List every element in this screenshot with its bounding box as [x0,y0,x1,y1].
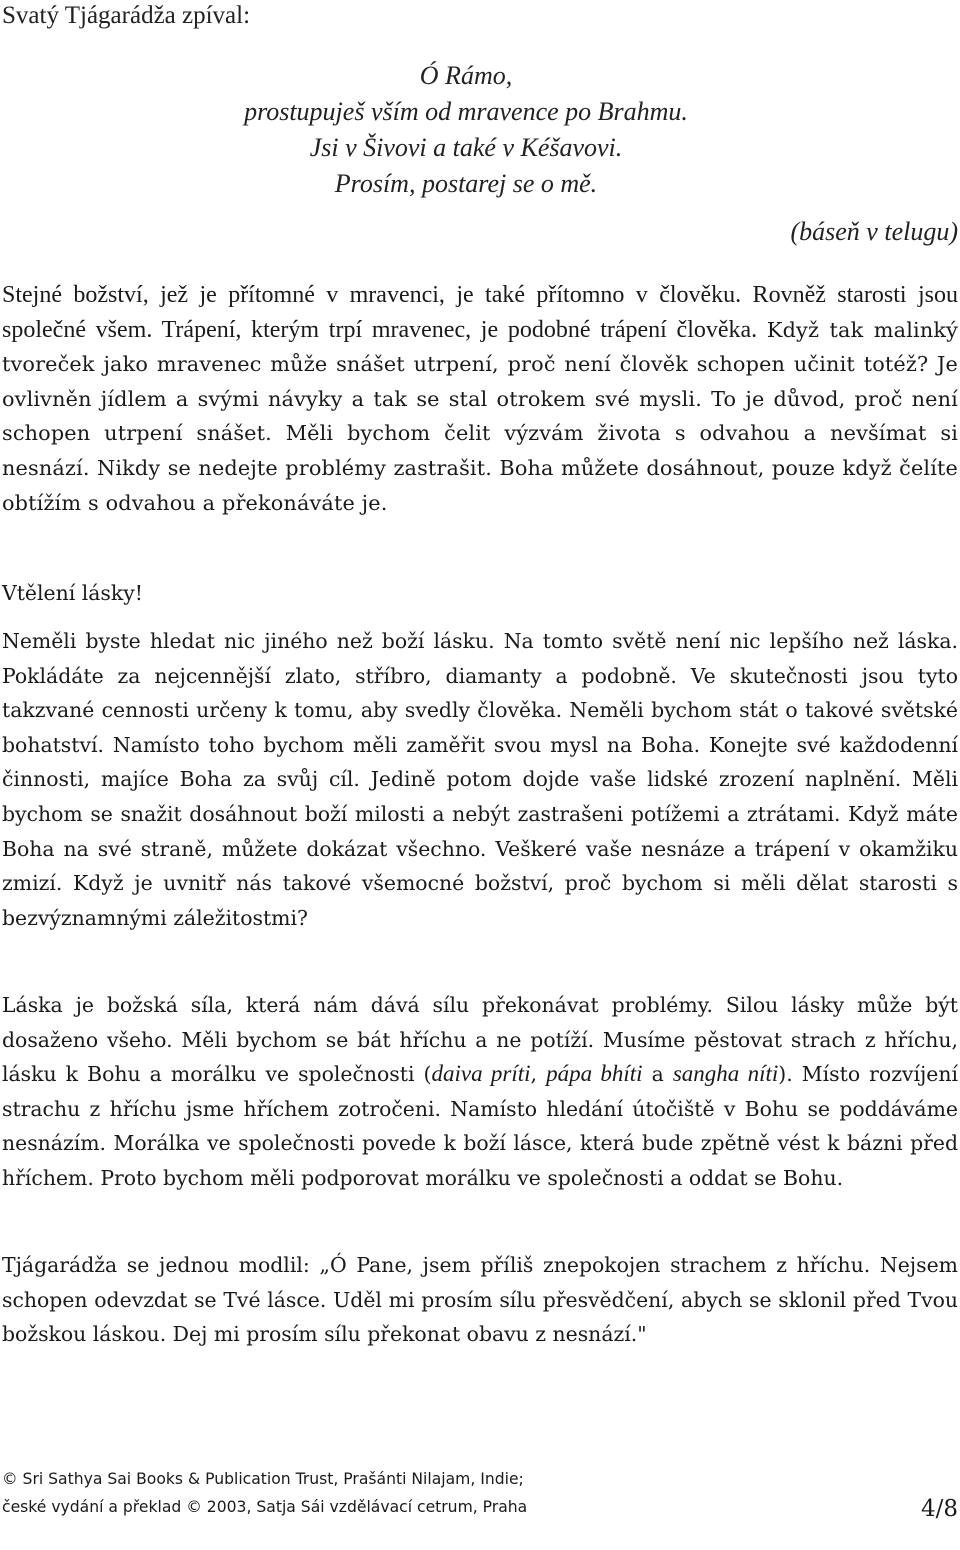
poem-line-4: Prosím, postarej se o mě. [334,169,598,198]
term-papa-bhiti: pápa bhíti [546,1061,643,1087]
page-number: 4/8 [920,1496,958,1522]
footer-copyright [2,1465,527,1521]
paragraph-5: Tjágarádža se jednou modlil: „Ó Pane, jsem příliš znepokojen strachem z hříchu. Nejsem schopen odevzdat se Tvé lásce. Uděl mi prosím sílu přesvědčení, abych se sklonil před Tvou božskou láskou. Dej mi prosím sílu překonat obavu z nesnází." [2,1253,958,1347]
paragraph-4-part-a: Láska je božská síla, která nám dává sílu překonávat problémy. Silou lásky může být dosaženo všeho. Měli bychom se bát hříchu a ne potíží. Musíme pěstovat strach z hříchu, lásku k Bohu a morálku ve společnosti ( [2,993,958,1087]
paragraph-4 [2,988,958,1196]
paragraph-3: Neměli byste hledat nic jiného než boží lásku. Na tomto světě není nic lepšího než láska. Pokládáte za nejcennější zlato, stříbro, diamanty a podobně. Ve skutečnosti jsou tyto takzvané cennosti určeny k tomu, aby svedly člověka. Neměli bychom stát o takové světské bohatství. Namísto toho bychom měli zaměřit svou mysl na Boha. Konejte své každodenní činnosti, majíce Boha za svůj cíl. Jedině potom dojde vaše lidské zrození naplnění. Měli bychom se snažit dosáhnout boží milosti a nebýt zastrašeni potížemi a ztrátami. Když máte Boha na své straně, můžete dokázat všechno. Veškeré vaše nesnáze a trápení v okamžiku zmizí. Když je uvnitř nás takové všemocné božství, proč bychom si měli dělat starosti s bezvýznamnými záležitostmi? [2,629,958,930]
poem-source: (báseň v telugu) [790,217,958,246]
poem-line-3: Jsi v Šivovi a také v Kéšavovi. [309,133,623,162]
term-sangha-niti: sangha níti [672,1061,779,1087]
term-separator-2: a [642,1062,673,1087]
footer-line-2: české vydání a překlad © 2003, Satja Sái vzdělávací cetrum, Praha [2,1498,528,1516]
paragraph-1-part-a: Stejné božství, jež je přítomné v mravenci, je také přítomno v člověku. Rovněž starosti jsou společné všem. Trápení, kterým trpí mravenec, je podobné trápení člověka. [2,282,958,343]
poem [200,58,732,202]
poem-line-1: Ó Rámo, [419,61,513,90]
footer-line-1: © Sri Sathya Sai Books & Publication Trust, Prašánti Nilajam, Indie; [2,1470,524,1488]
paragraph-1-part-b: Když tak malinký tvoreček jako mravenec může snášet utrpení, proč není člověk schopen učinit totéž? Je ovlivněn jídlem a svými návyky a tak se stal otrokem své mysli. To je důvod, proč není schopen utrpení snášet. Měli bychom čelit výzvám života s odvahou a nevšímat si nesnází. Nikdy se nedejte problémy zastrašit. Boha můžete dosáhnout, pouze když čelíte obtížím s odvahou a překonáváte je. [2,317,959,515]
paragraph-2: Vtělení lásky! [2,581,143,605]
intro-line: Svatý Tjágarádža zpíval: [2,2,251,29]
paragraph-4-part-b: ). Místo rozvíjení strachu z hříchu jsme hříchem zotročeni. Namísto hledání útočiště v Bohu se poddáváme nesnázím. Morálka ve společnosti povede k boží lásce, která bude zpětně vést k bázni před hříchem. Proto bychom měli podporovat morálku ve společnosti a oddat se Bohu. [2,1062,959,1190]
term-daiva-priti: daiva príti [431,1061,531,1087]
paragraph-1 [2,278,958,520]
term-separator-1: , [530,1062,547,1087]
poem-line-2: prostupuješ vším od mravence po Brahmu. [244,97,688,126]
